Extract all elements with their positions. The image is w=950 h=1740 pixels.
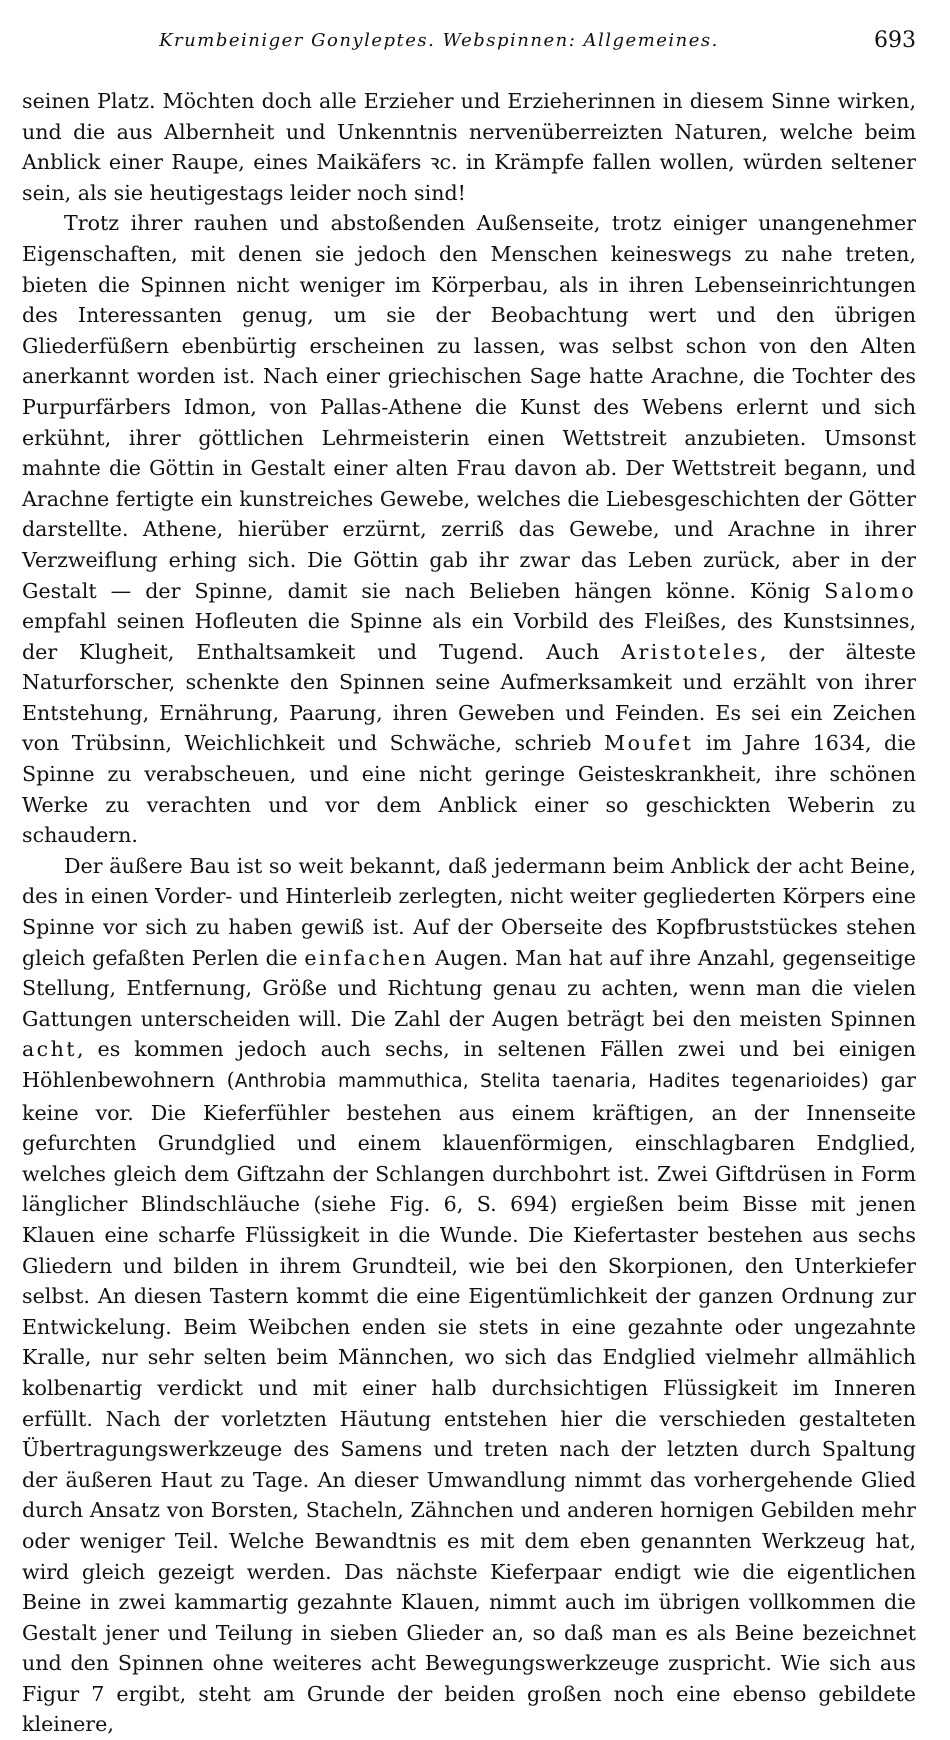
page-header bbox=[22, 30, 916, 66]
emphasized-text: Aristoteles bbox=[621, 639, 760, 664]
text-run: , es kommen jedoch auch sechs, in seltenen Fällen zwei und bei einigen Höhlenbewohnern ( bbox=[22, 1037, 916, 1092]
text-run: im Jahre 1634, die Spinne zu verabscheuen, und eine nicht geringe Geisteskrankheit, ihre schönen Werke zu verachten und vor dem Anblick einer so geschickten Weberin zu schaudern. bbox=[22, 731, 916, 848]
body-text bbox=[22, 86, 916, 1740]
emphasized-text: Salomo bbox=[824, 578, 916, 603]
emphasized-text: acht bbox=[22, 1037, 77, 1062]
text-run: Augen. Man hat auf ihre Anzahl, gegenseitige Stellung, Entfernung, Größe und Richtung genau zu achten, wenn man die vielen Gattungen unterscheiden will. Die Zahl der Augen beträgt bei den meisten Spinnen bbox=[22, 945, 916, 1031]
text-run: seinen Platz. Möchten doch alle Erzieher und Erzieherinnen in diesem Sinne wirken, und die aus Albernheit und Unkenntnis nervenüberreizten Naturen, welche beim Anblick einer Raupe, eines Maikäfers ꝛc. in Krämpfe fallen wollen, würden seltener sein, als sie heutigestags leider noch sind! bbox=[22, 89, 916, 205]
emphasized-text: einfachen bbox=[304, 945, 429, 970]
emphasized-text: Moufet bbox=[604, 731, 694, 756]
paragraph bbox=[22, 208, 916, 850]
text-run: , der älteste Naturforscher, schenkte den Spinnen seine Aufmerksamkeit und erzählt von ihrer Entstehung, Ernährung, Paarung, ihren Geweben und Feinden. Es sei ein Zeichen von Trübsinn, Weichlichkeit und Schwäche, schrieb bbox=[22, 639, 916, 756]
emphasized-text: Anthrobia mammuthica, Stelita taenaria, Hadites tegenarioides bbox=[234, 1071, 861, 1092]
text-run: Der äußere Bau ist so weit bekannt, daß jedermann beim Anblick der acht Beine, des in einen Vorder- und Hinterleib zerlegten, nicht weiter gegliederten Körpers eine Spinne vor sich zu haben gewiß ist. Auf der Oberseite des Kopfbruststückes stehen gleich gefaßten Perlen die bbox=[22, 853, 916, 970]
text-run: empfahl seinen Hofleuten die Spinne als ein Vorbild des Fleißes, des Kunstsinnes, der Klugheit, Enthaltsamkeit und Tugend. Auch bbox=[22, 609, 916, 664]
paragraph bbox=[22, 86, 916, 208]
text-run: Trotz ihrer rauhen und abstoßenden Außenseite, trotz einiger unangenehmer Eigenschaften, mit denen sie jedoch den Menschen keineswegs zu nahe treten, bieten die Spinnen nicht weniger im Körperbau, als in ihren Lebenseinrichtungen des Interessanten genug, um sie der Beobachtung wert und den übrigen Gliederfüßern ebenbürtig erscheinen zu lassen, was selbst schon von den Alten anerkannt worden ist. Nach einer griechischen Sage hatte Arachne, die Tochter des Purpurfärbers Idmon, von Pallas-Athene die Kunst des Webens erlernt und sich erkühnt, ihrer göttlichen Lehrmeisterin einen Wettstreit anzubieten. Umsonst mahnte die Göttin in Gestalt einer alten Frau davon ab. Der Wettstreit begann, und Arachne fertigte ein kunstreiches Gewebe, welches die Liebesgeschichten der Götter darstellte. Athene, hierüber erzürnt, zerriß das Gewebe, und Arachne in ihrer Verzweiflung erhing sich. Die Göttin gab ihr zwar das Leben zurück, aber in der Gestalt — der Spinne, damit sie nach Belieben hängen könne. König bbox=[22, 211, 916, 603]
running-head: Krumbeiniger Gonyleptes. Webspinnen: Allgemeines. bbox=[159, 30, 719, 51]
paragraph bbox=[22, 851, 916, 1740]
page-number: 693 bbox=[874, 28, 916, 53]
text-run: ) gar keine vor. Die Kieferfühler bestehen aus einem kräftigen, an der Innenseite gefurchten Grundglied und einem klauenförmigen, einschlagbaren Endglied, welches gleich dem Giftzahn der Schlangen durchbohrt ist. Zwei Giftdrüsen in Form länglicher Blindschläuche (siehe Fig. 6, S. 694) ergießen beim Bisse mit jenen Klauen eine scharfe Flüssigkeit in die Wunde. Die Kiefertaster bestehen aus sechs Gliedern und bilden in ihrem Grundteil, wie bei den Skorpionen, den Unterkiefer selbst. An diesen Tastern kommt die eine Eigentümlichkeit der ganzen Ordnung zur Entwickelung. Beim Weibchen enden sie stets in eine gezahnte oder ungezahnte Kralle, nur sehr selten beim Männchen, wo sich das Endglied vielmehr allmählich kolbenartig verdickt und mit einer halb durchsichtigen Flüssigkeit im Inneren erfüllt. Nach der vorletzten Häutung entstehen hier die verschieden gestalteten Übertragungswerkzeuge des Samens und treten nach der letzten durch Spaltung der äußeren Haut zu Tage. An dieser Umwandlung nimmt das vorhergehende Glied durch Ansatz von Borsten, Stacheln, Zähnchen und anderen hornigen Gebilden mehr oder weniger Teil. Welche Bewandtnis es mit dem eben genannten Werkzeug hat, wird gleich gezeigt werden. Das nächste Kieferpaar endigt wie die eigentlichen Beine in zwei kammartig gezahnte Klauen, nimmt auch im übrigen vollkommen die Gestalt jener und Teilung in sieben Glieder an, so daß man es als Beine bezeichnet und den Spinnen ohne weiteres acht Bewegungswerkzeuge zuspricht. Wie sich aus Figur 7 ergibt, steht am Grunde der beiden großen noch eine ebenso gebildete kleinere, bbox=[22, 1068, 916, 1737]
